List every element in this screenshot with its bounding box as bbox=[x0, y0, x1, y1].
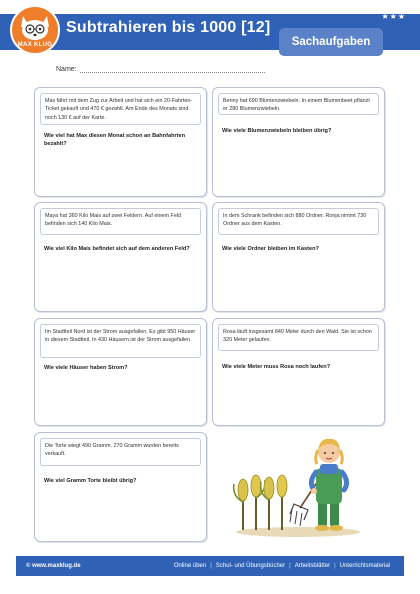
footer-link-material[interactable]: Unterrichtsmaterial bbox=[339, 563, 390, 569]
category-badge: Sachaufgaben bbox=[279, 28, 383, 56]
task-card-5 bbox=[34, 318, 207, 426]
task-question: Wie viel hat Max diesen Monat schon an Bahnfahrten bezahlt? bbox=[44, 133, 186, 148]
footer-site-link[interactable]: © www.maxklug.de bbox=[26, 563, 81, 569]
task-card-3 bbox=[34, 202, 207, 312]
logo-text: MAX KLUG bbox=[17, 42, 53, 48]
footer-bar bbox=[16, 556, 404, 576]
task-question: Wie viele Ordner bleiben im Kasten? bbox=[222, 246, 319, 252]
task-text: Maya hat 360 Kilo Mais auf zwei Feldern. Auf einem Feld befinden sich 140 Kilo Mais. bbox=[40, 208, 201, 235]
task-question: Wie viele Meter muss Rosa noch laufen? bbox=[222, 364, 331, 370]
footer-link-books[interactable]: Schul- und Übungsbücher bbox=[215, 563, 286, 569]
farmer-icon bbox=[311, 439, 347, 531]
task-card-2 bbox=[212, 87, 385, 197]
task-text: Max fährt mit dem Zug zur Arbeit und hat sich ein 20-Fahrten-Ticket gekauft und 470 € gezahlt. Am Ende des Monats sind noch 130 € auf der Karte. bbox=[40, 93, 201, 125]
footer-links bbox=[174, 556, 390, 576]
task-card-7 bbox=[34, 432, 207, 542]
corn-plants-icon bbox=[234, 475, 287, 530]
task-question: Wie viel Kilo Mais befindet sich auf dem anderen Feld? bbox=[44, 246, 190, 252]
task-text: Die Torte wiegt 490 Gramm. 270 Gramm wurden bereits verkauft. bbox=[40, 438, 201, 466]
page-title: Subtrahieren bis 1000 [12] bbox=[66, 19, 271, 36]
footer-separator: | bbox=[210, 563, 212, 569]
task-card-1 bbox=[34, 87, 207, 197]
task-text: Im Stadtteil Nord ist der Strom ausgefallen. Es gibt 950 Häuser in diesem Stadtteil. In 430 Häusern ist der Strom ausgefallen. bbox=[40, 324, 201, 358]
task-question: Wie viele Häuser haben Strom? bbox=[44, 365, 128, 371]
footer-link-online[interactable]: Online üben bbox=[173, 563, 207, 569]
max-klug-logo bbox=[10, 5, 60, 55]
footer-link-worksheets[interactable]: Arbeitsblätter bbox=[294, 563, 331, 569]
task-card-4 bbox=[212, 202, 385, 312]
name-input-line[interactable] bbox=[80, 72, 265, 73]
footer-separator: | bbox=[289, 563, 291, 569]
task-card-6 bbox=[212, 318, 385, 426]
farmer-illustration bbox=[228, 430, 368, 540]
task-text: Benny hat 690 Blumenzwiebeln. In einem Blumenbeet pflanzt er 280 Blumenzwiebeln. bbox=[218, 93, 379, 115]
pitchfork-icon bbox=[290, 478, 320, 526]
task-text: Rosa läuft insgesamt 840 Meter durch den Wald. Sie ist schon 320 Meter gelaufen. bbox=[218, 324, 379, 351]
name-label: Name: bbox=[56, 66, 77, 73]
difficulty-stars: ★★★ bbox=[381, 12, 406, 21]
task-question: Wie viel Gramm Torte bleibt übrig? bbox=[44, 478, 137, 484]
task-question: Wie viele Blumenzwiebeln bleiben übrig? bbox=[222, 128, 332, 134]
task-text: In dem Schrank befinden sich 880 Ordner. Ronja nimmt 730 Ordner aus dem Kasten. bbox=[218, 208, 379, 235]
footer-separator: | bbox=[334, 563, 336, 569]
